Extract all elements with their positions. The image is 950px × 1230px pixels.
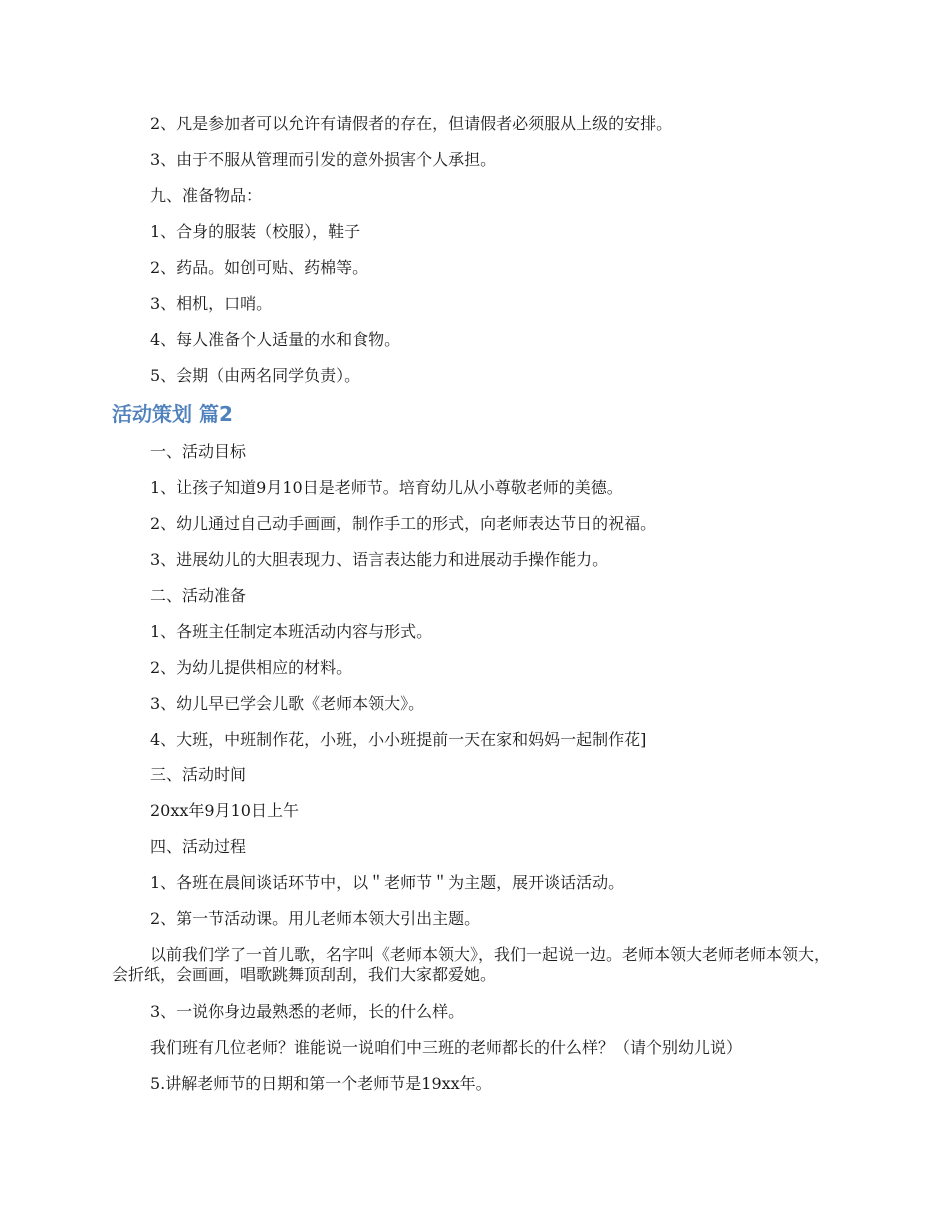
question-paragraph: 我们班有几位老师？谁能说一说咱们中三班的老师都长的什么样？（请个别幼儿说） (150, 1038, 743, 1057)
section-title-supplies: 九、准备物品： (150, 186, 263, 205)
process-item-5: 5.讲解老师节的日期和第一个老师节是19xx年。 (150, 1074, 492, 1093)
section-title-prep: 二、活动准备 (150, 586, 247, 605)
supply-item-5: 5、会期（由两名同学负责）。 (150, 366, 361, 385)
goal-item-1: 1、让孩子知道9月10日是老师节。培育幼儿从小尊敬老师的美德。 (150, 478, 623, 497)
section-title-time: 三、活动时间 (150, 765, 247, 784)
prep-item-1: 1、各班主任制定本班活动内容与形式。 (150, 622, 433, 641)
activity-time: 20xx年9月10日上午 (150, 801, 299, 820)
goal-item-3: 3、进展幼儿的大胆表现力、语言表达能力和进展动手操作能力。 (150, 550, 609, 569)
supply-item-1: 1、合身的服装（校服），鞋子 (150, 222, 361, 241)
process-item-2: 2、第一节活动课。用儿老师本领大引出主题。 (150, 909, 481, 928)
supply-item-4: 4、每人准备个人适量的水和食物。 (150, 330, 401, 349)
prep-item-3: 3、幼儿早已学会儿歌《老师本领大》。 (150, 694, 425, 713)
prep-item-4: 4、大班，中班制作花，小班，小小班提前一天在家和妈妈一起制作花] (150, 730, 647, 749)
process-item-1: 1、各班在晨间谈话环节中，以＂老师节＂为主题，展开谈话活动。 (150, 873, 625, 892)
plan-heading: 活动策划 篇2 (112, 402, 233, 426)
section-title-goals: 一、活动目标 (150, 442, 247, 461)
prep-item-2: 2、为幼儿提供相应的材料。 (150, 658, 353, 677)
supply-item-2: 2、药品。如创可贴、药棉等。 (150, 258, 369, 277)
goal-item-2: 2、幼儿通过自己动手画画，制作手工的形式，向老师表达节日的祝福。 (150, 514, 657, 533)
song-paragraph: 以前我们学了一首儿歌，名字叫《老师本领大》，我们一起说一边。老师本领大老师老师本领大，会折纸，会画画，唱歌跳舞顶刮刮，我们大家都爱她。 (112, 945, 831, 984)
rule-item-3: 3、由于不服从管理而引发的意外损害个人承担。 (150, 150, 497, 169)
supply-item-3: 3、相机，口哨。 (150, 294, 273, 313)
rule-item-2: 2、凡是参加者可以允许有请假者的存在，但请假者必须服从上级的安排。 (150, 114, 673, 133)
process-item-3: 3、一说你身边最熟悉的老师，长的什么样。 (150, 1002, 465, 1021)
section-title-process: 四、活动过程 (150, 837, 247, 856)
